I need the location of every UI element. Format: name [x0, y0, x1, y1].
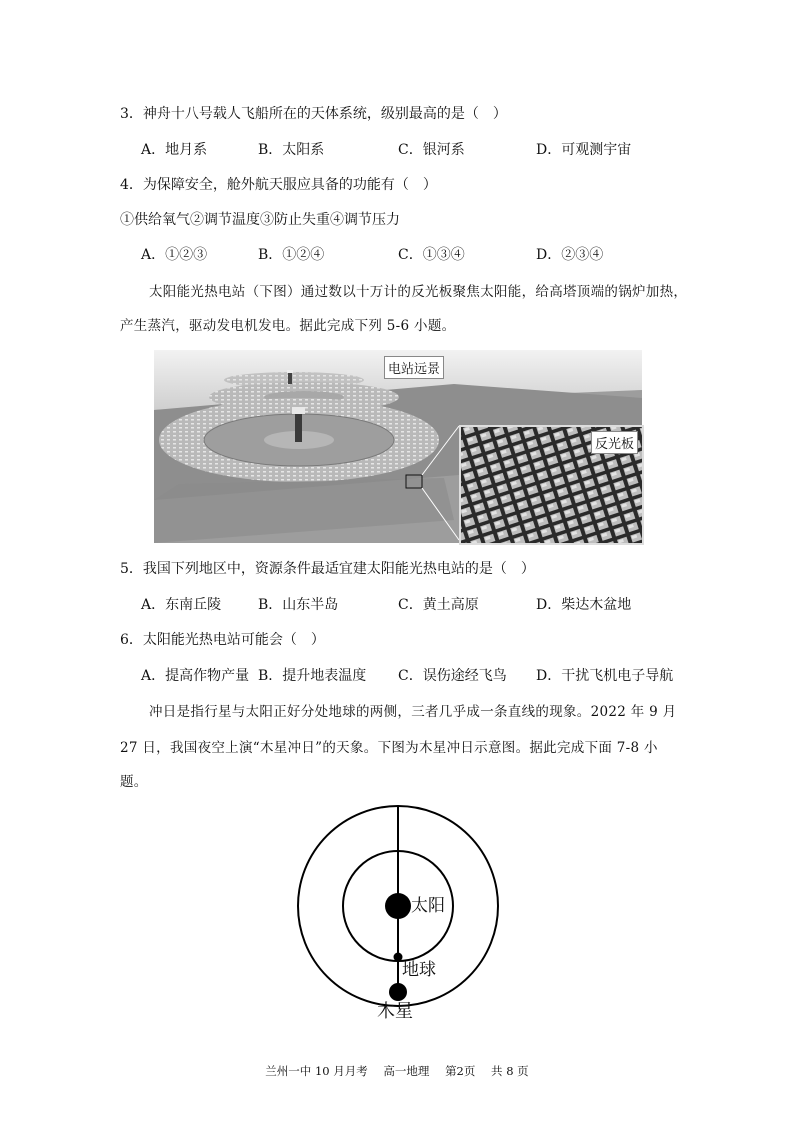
passage2-line2: 27 日，我国夜空上演“木星冲日”的天象。下图为木星冲日示意图。据此完成下面 7-8 小 [120, 740, 658, 756]
passage2-line1: 冲日是指行星与太阳正好分处地球的两侧，三者几乎成一条直线的现象。2022 年 9 月 [149, 704, 677, 720]
q5-option-d: D．柴达木盆地 [536, 597, 632, 613]
q4-option-c: C．①③④ [398, 247, 465, 263]
earth-label: 地球 [402, 960, 436, 980]
q6-option-b: B．提升地表温度 [258, 668, 367, 684]
footer-total: 共 8 页 [491, 1064, 529, 1078]
jupiter-opposition-diagram [290, 800, 520, 1030]
q6-option-c: C．误伤途经飞鸟 [398, 668, 507, 684]
page-footer [0, 1063, 794, 1079]
footer-exam: 兰州一中 10 月月考 [265, 1064, 368, 1078]
passage1-line1: 太阳能光热电站（下图）通过数以十万计的反光板聚焦太阳能，给高塔顶端的锅炉加热， [149, 284, 688, 300]
question-5-stem: 5．我国下列地区中，资源条件最适宜建太阳能光热电站的是（ ） [120, 561, 535, 577]
q4-option-a: A．①②③ [141, 247, 208, 263]
question-6-stem: 6．太阳能光热电站可能会（ ） [120, 632, 325, 648]
q6-option-a: A．提高作物产量 [141, 668, 250, 684]
q5-option-a: A．东南丘陵 [141, 597, 222, 613]
q3-option-a: A．地月系 [141, 142, 208, 158]
q6-option-d: D．干扰飞机电子导航 [536, 668, 674, 684]
reflector-closeup-inset [459, 425, 644, 545]
q5-option-c: C．黄土高原 [398, 597, 479, 613]
question-3-stem: 3．神舟十八号载人飞船所在的天体系统，级别最高的是（ ） [120, 106, 507, 122]
footer-page: 第2页 [445, 1064, 476, 1078]
sun-marker [385, 893, 411, 919]
q4-option-d: D．②③④ [536, 247, 604, 263]
passage1-line2: 产生蒸汽，驱动发电机发电。据此完成下列 5-6 小题。 [120, 318, 456, 334]
photo-label-main: 电站远景 [384, 356, 444, 379]
jupiter-label: 木星 [377, 1001, 413, 1022]
photo-label-inset: 反光板 [591, 431, 638, 454]
footer-subject: 高一地理 [383, 1064, 430, 1078]
q4-choices-line: ①供给氧气②调节温度③防止失重④调节压力 [120, 212, 400, 228]
q3-option-c: C．银河系 [398, 142, 465, 158]
q4-option-b: B．①②④ [258, 247, 325, 263]
q3-option-b: B．太阳系 [258, 142, 325, 158]
sun-label: 太阳 [411, 896, 445, 916]
q3-option-d: D．可观测宇宙 [536, 142, 632, 158]
passage2-line3: 题。 [120, 774, 148, 790]
question-4-stem: 4．为保障安全，舱外航天服应具备的功能有（ ） [120, 177, 437, 193]
q5-option-b: B．山东半岛 [258, 597, 339, 613]
jupiter-marker [389, 983, 407, 1001]
